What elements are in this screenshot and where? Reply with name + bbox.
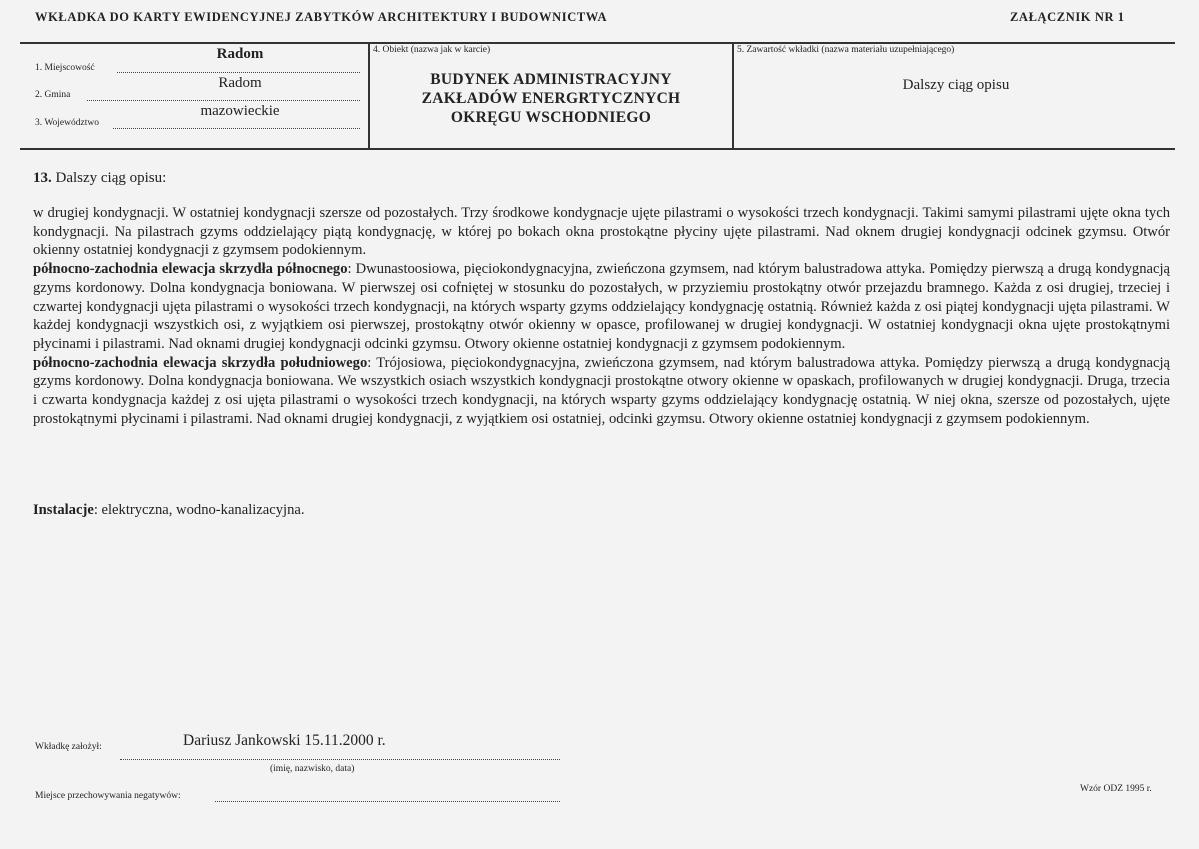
installations-heading: Instalacje [33,502,94,518]
object-line-2: ZAKŁADÓW ENERGRTYCZNYCH [421,90,681,107]
installations [33,502,305,519]
paragraph-continuation: w drugiej kondygnacji. W ostatniej kondygnacji szersze od pozostałych. Trzy środkowe kondygnacje ujęte pilastrami o wysokości trzech kondygnacji. Takimi samymi pilastrami ujęte okna tych kondygnacji. Na pilastrach gzyms oddzielający piątą kondygnację, w której po bokach okna prostokątne płyciny ujęte pilastrami. Nad oknem drugiej kondygnacji odcinek gzymsu. Otwór okienny ostatniej kondygnacji z gzymsem podokiennym. [33,205,1170,259]
object-line-3: OKRĘGU WSCHODNIEGO [450,109,652,126]
north-wing-text: : Dwunastoosiowa, pięciokondygnacyjna, zwieńczona gzymsem, nad którym balustradowa attyka. Pomiędzy pierwszą a drugą kondygnacją gzyms kordonowy. Dolna kondygnacja boniowana. W pierwszej osi cofniętej w stosunku do pozostałych, w przyziemiu prostokątny otwór przejazdu bramnego. Każda z osi drugiej, trzeciej i czwartej kondygnacji ujęta pilastrami o wysokości trzech kondygnacji, na których wsparty gzyms oddzielający kondygnację ostatnią. Również każda z osi piątej kondygnacji ujęta pilastrami. W każdej kondygnacji wszystkich osi, z wyjątkiem osi pierwszej, prostokątny otwór okienny w opasce, profilowanej w drugiej kondygnacji. W ostatniej kondygnacji okna ujęte prostokątnymi płycinami i pilastrami. Nad oknami drugiej kondygnacji odcinki gzymsu. Otwory okienne ostatniej kondygnacji z gzymsem podokiennym. [33,261,1170,352]
negatives-dotted-line [215,801,560,802]
voivodeship-value: mazowieckie [200,103,280,119]
content-label: 5. Zawartość wkładki (nazwa materiału uzupełniającego) [737,45,955,55]
template-note: Wzór ODZ 1995 r. [1080,784,1152,794]
city-value: Radom [216,46,264,62]
commune-value: Radom [218,75,262,91]
commune-label: 2. Gmina [35,90,71,100]
south-wing-text: : Trójosiowa, pięciokondygnacyjna, zwieńczona gzymsem, nad którym balustradowa attyka. Pomiędzy pierwszą a drugą kondygnacją gzyms kordonowy. Dolna kondygnacja boniowana. We wszystkich osiach wszystkich kondygnacji prostokątne otwory okienne w opaskach, profilowanych w drugiej kondygnacji. Druga, trzecia i czwarta kondygnacja każdej z osi ujęta pilastrami o wysokości trzech kondygnacji, na których wsparty gzyms oddzielający kondygnację ostatnią. W niej okna, szersze od pozostałych, ujęte prostokątnymi płycinami i pilastrami. Nad oknami drugiej kondygnacji, z wyjątkiem osi ostatniej, odcinki gzymsu. Otwory okienne ostatniej kondygnacji z gzymsem podokiennym. [33,354,1170,427]
object-label: 4. Obiekt (nazwa jak w karcie) [373,45,491,55]
negatives-label: Miejsce przechowywania negatywów: [35,791,181,801]
author-label: Wkładkę założył: [35,742,102,752]
attachment-label: ZAŁĄCZNIK NR 1 [1010,10,1125,24]
content-value: Dalszy ciąg opisu [902,77,1010,93]
section-number: 13. [33,170,52,186]
south-wing-heading: północno-zachodnia elewacja skrzydła południowego [33,354,368,371]
object-name [372,70,730,127]
header-divider-2 [732,42,734,150]
object-line-1: BUDYNEK ADMINISTRACYJNY [430,71,672,88]
author-dotted-line [120,759,560,760]
voivodeship-label: 3. Województwo [35,118,99,128]
city-label: 1. Miejscowość [35,63,95,73]
voivodeship-dotted-line [113,128,360,129]
city-dotted-line [117,72,360,73]
section-title: Dalszy ciąg opisu: [51,170,167,186]
form-title: WKŁADKA DO KARTY EWIDENCYJNEJ ZABYTKÓW ARCHITEKTURY I BUDOWNICTWA [35,10,608,24]
north-wing-heading: północno-zachodnia elewacja skrzydła północnego [33,261,348,278]
header-top-rule [20,42,1175,44]
description-body [33,204,1170,428]
author-hint: (imię, nazwisko, data) [270,764,355,774]
section-heading [33,170,166,187]
header-divider-1 [368,42,370,150]
author-value: Dariusz Jankowski 15.11.2000 r. [183,732,386,749]
paragraph-north-wing [33,260,1170,354]
header-bottom-rule [20,148,1175,150]
installations-text: : elektryczna, wodno-kanalizacyjna. [93,502,305,518]
commune-dotted-line [87,100,360,101]
paragraph-south-wing [33,354,1170,429]
